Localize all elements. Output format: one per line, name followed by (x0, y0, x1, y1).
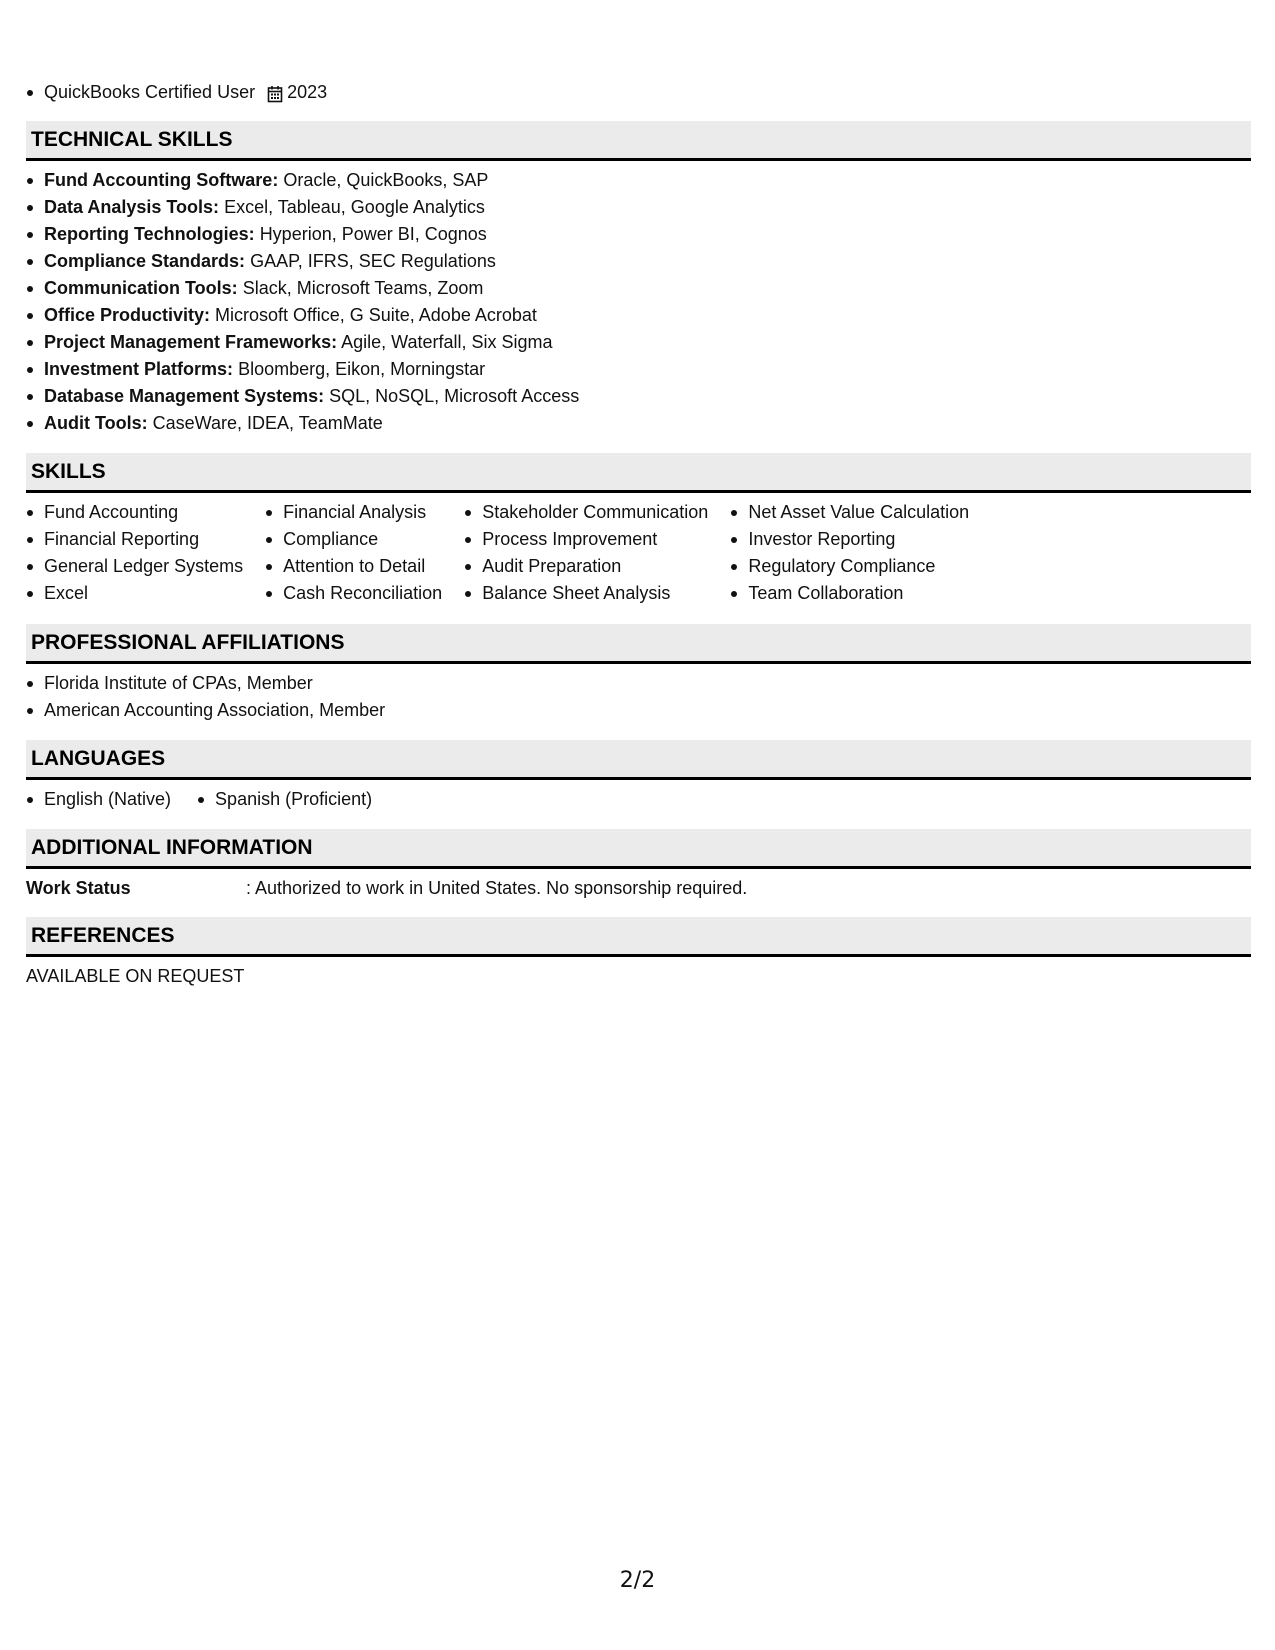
section-heading-skills: SKILLS (26, 453, 1251, 493)
skills-column (265, 499, 442, 607)
section-heading-affiliations: PROFESSIONAL AFFILIATIONS (26, 624, 1251, 664)
calendar-icon (267, 84, 283, 102)
technical-skill-value: Microsoft Office, G Suite, Adobe Acrobat (215, 305, 537, 325)
skill-item: Net Asset Value Calculation (730, 499, 969, 526)
language-column (197, 786, 372, 813)
technical-skill-label: Investment Platforms: (44, 359, 234, 379)
technical-skill-label: Database Management Systems: (44, 386, 325, 406)
skill-item: Investor Reporting (730, 526, 969, 553)
skill-item: Compliance (265, 526, 442, 553)
technical-skill-item (26, 383, 579, 410)
affiliations-list (26, 670, 385, 724)
technical-skill-label: Office Productivity: (44, 305, 211, 325)
technical-skill-value: Oracle, QuickBooks, SAP (283, 170, 489, 190)
technical-skill-value: Hyperion, Power BI, Cognos (259, 224, 487, 244)
technical-skill-label: Audit Tools: (44, 413, 148, 433)
technical-skill-value: SQL, NoSQL, Microsoft Access (329, 386, 580, 406)
section-heading-references: REFERENCES (26, 917, 1251, 957)
skills-column (730, 499, 969, 607)
technical-skill-value: GAAP, IFRS, SEC Regulations (250, 251, 496, 271)
work-status-label: Work Status (26, 878, 131, 898)
technical-skill-label: Project Management Frameworks: (44, 332, 338, 352)
page-number: 2/2 (619, 1568, 656, 1593)
skills-column (26, 499, 243, 607)
list-item (26, 79, 327, 106)
skill-item: Team Collaboration (730, 580, 969, 607)
certification-name: QuickBooks Certified User (44, 82, 256, 102)
technical-skill-value: Agile, Waterfall, Six Sigma (341, 332, 553, 352)
skills-grid (26, 499, 991, 607)
skills-column (464, 499, 708, 607)
technical-skill-item (26, 356, 579, 383)
skill-item: Cash Reconciliation (265, 580, 442, 607)
technical-skill-value: Slack, Microsoft Teams, Zoom (242, 278, 484, 298)
technical-skill-label: Communication Tools: (44, 278, 238, 298)
skill-item: Financial Reporting (26, 526, 243, 553)
skill-item: Financial Analysis (265, 499, 442, 526)
technical-skill-label: Fund Accounting Software: (44, 170, 279, 190)
skill-item: General Ledger Systems (26, 553, 243, 580)
technical-skill-item (26, 410, 579, 437)
technical-skill-item (26, 221, 579, 248)
technical-skill-item (26, 194, 579, 221)
section-heading-additional-information: ADDITIONAL INFORMATION (26, 829, 1251, 869)
language-item: Spanish (Proficient) (197, 786, 372, 813)
technical-skill-item (26, 329, 579, 356)
affiliation-item: American Accounting Association, Member (26, 697, 385, 724)
section-heading-languages: LANGUAGES (26, 740, 1251, 780)
skill-item: Fund Accounting (26, 499, 243, 526)
technical-skill-item (26, 167, 579, 194)
language-column (26, 786, 171, 813)
technical-skill-item (26, 302, 579, 329)
skill-item: Balance Sheet Analysis (464, 580, 708, 607)
skill-item: Excel (26, 580, 243, 607)
affiliation-item: Florida Institute of CPAs, Member (26, 670, 385, 697)
technical-skill-value: Excel, Tableau, Google Analytics (224, 197, 485, 217)
technical-skill-item (26, 275, 579, 302)
technical-skill-label: Reporting Technologies: (44, 224, 255, 244)
skill-item: Audit Preparation (464, 553, 708, 580)
skill-item: Process Improvement (464, 526, 708, 553)
technical-skill-value: CaseWare, IDEA, TeamMate (152, 413, 383, 433)
work-status-value: : Authorized to work in United States. No sponsorship required. (246, 878, 748, 898)
certification-year: 2023 (287, 82, 328, 102)
technical-skill-value: Bloomberg, Eikon, Morningstar (238, 359, 486, 379)
languages-list (26, 786, 398, 813)
technical-skills-list (26, 167, 579, 437)
skill-item: Stakeholder Communication (464, 499, 708, 526)
skill-item: Attention to Detail (265, 553, 442, 580)
references-text: AVAILABLE ON REQUEST (26, 966, 245, 986)
technical-skill-label: Data Analysis Tools: (44, 197, 220, 217)
certification-list (26, 79, 327, 106)
technical-skill-label: Compliance Standards: (44, 251, 246, 271)
language-item: English (Native) (26, 786, 171, 813)
technical-skill-item (26, 248, 579, 275)
section-heading-technical-skills: TECHNICAL SKILLS (26, 121, 1251, 161)
skill-item: Regulatory Compliance (730, 553, 969, 580)
work-status-row (26, 875, 747, 902)
